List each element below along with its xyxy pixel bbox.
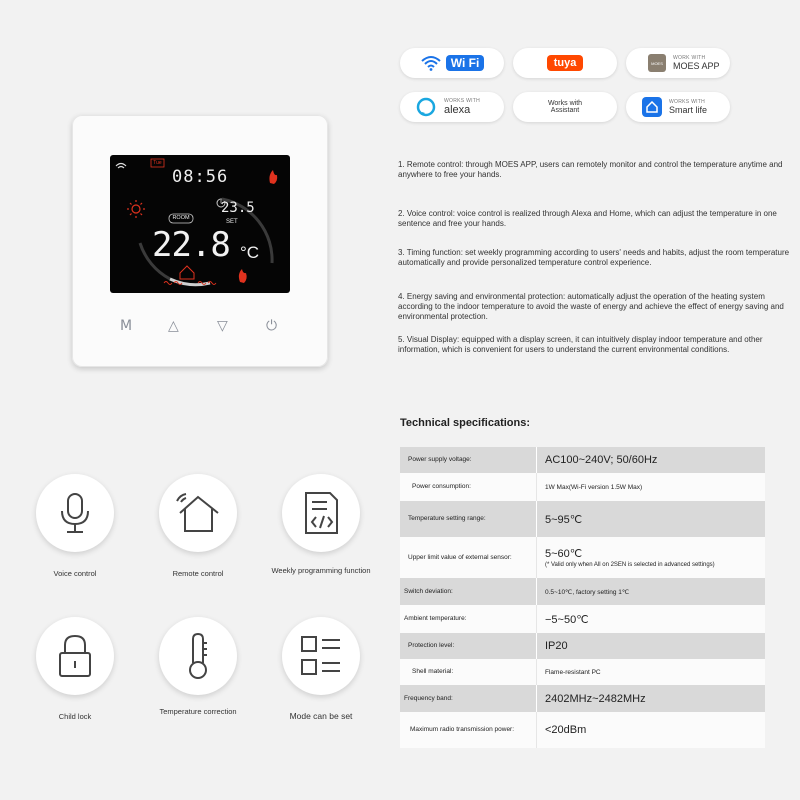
spec-value: Flame-resistant PC [545,668,601,676]
down-button[interactable]: ▽ [217,318,228,334]
wifi-badge [400,48,504,78]
smartlife-badge [626,92,730,122]
alexa-main: alexa [444,104,471,116]
spec-row [400,659,765,685]
spec-value: AC100~240V; 50/60Hz [545,454,658,466]
spec-row [400,712,765,748]
tuya-logo: tuya [547,55,584,71]
spec-value: 5~95℃ [545,513,583,526]
child-lock-circle [36,617,114,695]
mode-grid-icon [299,634,343,678]
moes-main: MOES APP [673,61,720,71]
feature-3: 3. Timing function: set weekly programming according to users' needs and habits, adjust the room temperature automatically and provide personalized temperature control experience. [398,248,790,267]
spec-row [400,685,765,712]
schedule-document-icon [301,490,341,536]
thermometer-icon [183,631,213,681]
assistant-line1: Works with [547,100,583,107]
moes-logo: MOES [648,54,666,72]
set-temp: 23.5 [221,200,255,216]
thermostat-screen [110,155,290,293]
thermostat-device [72,115,328,367]
feature-5: 5. Visual Display: equipped with a display screen, it can intuitively display indoor temperature and other information, which is convenient for users to understand the current environmental conditions. [398,335,763,354]
spec-row [400,605,765,633]
spec-label: Upper limit value of external sensor: [408,553,512,561]
spec-label: Protection level: [408,642,455,649]
smartlife-main: Smart life [669,105,708,115]
spec-label: Power consumption: [412,483,471,490]
spec-label: Maximum radio transmission power: [410,726,515,733]
sun-icon [127,200,145,218]
voice-control-circle [36,474,114,552]
spec-value: 1W Max(Wi-Fi version 1.5W Max) [545,483,643,491]
power-button[interactable]: ⏻ [266,318,278,334]
spec-row [400,633,765,659]
smartlife-icon [642,97,662,117]
microphone-icon [55,491,95,535]
remote-control-circle [159,474,237,552]
day-label: Tue [153,160,162,166]
set-label: SET [226,219,238,225]
moes-small: WORK WITH [673,55,706,61]
spec-label: Switch deviation: [404,587,453,595]
temperature-correction-label: Temperature correction [159,707,237,716]
temperature-correction-circle [159,617,237,695]
room-label: ROOM [172,215,190,221]
smartlife-small: WORKS WITH [669,99,706,105]
alexa-small: WORKS WITH [444,98,481,104]
spec-label: Power supply voltage: [408,456,472,463]
spec-value: 0.5~10℃, factory setting 1℃ [545,588,630,596]
remote-control-label: Remote control [172,569,224,578]
mode-label: Mode can be set [289,711,353,721]
padlock-icon [55,633,95,679]
weekly-programming-circle [282,474,360,552]
screen-wifi-icon [116,164,126,169]
room-temp: 22.8 [152,225,230,265]
wifi-icon [420,55,442,71]
tuya-badge [513,48,617,78]
spec-row [400,473,765,501]
moes-badge [626,48,730,78]
spec-row [400,447,765,473]
weekly-programming-label: Weekly programming function [271,566,371,575]
spec-label: Ambient temperature: [404,615,467,622]
spec-note: (* Valid only when All on 2SEN is selected in advanced settings) [545,562,715,568]
feature-4: 4. Energy saving and environmental protection: automatically adjust the operation of the heating system according to the indoor temperature to avoid the waste of energy and achieve the effect of energy saving and environmental protection. [398,292,784,321]
assistant-badge [513,92,617,122]
spec-label: Frequency band: [404,694,453,702]
voice-control-label: Voice control [53,569,97,578]
temp-unit: °C [240,243,260,262]
house-wifi-icon [174,491,222,535]
spec-row [400,501,765,537]
assistant-line2: Assistant [550,107,580,114]
child-lock-label: Child lock [58,712,92,721]
heating-flame-icon [269,170,277,184]
spec-row [400,537,765,578]
spec-label: Temperature setting range: [408,515,486,522]
feature-2: 2. Voice control: voice control is realized through Alexa and Home, which can adjust the temperature in one sentence and free your hands. [398,209,777,228]
feature-1: 1. Remote control: through MOES APP, users can remotely monitor and control the temperature anytime and anywhere to free your hands. [398,160,783,179]
spec-value: IP20 [545,640,568,652]
wifi-label: Wi Fi [446,55,485,71]
alexa-badge [400,92,504,122]
spec-value: 2402MHz~2482MHz [545,692,646,705]
alexa-icon [416,97,436,117]
spec-value: −5~50℃ [545,613,589,626]
clock-time: 08:56 [172,167,229,187]
spec-row [400,578,765,605]
mode-circle [282,617,360,695]
up-button[interactable]: △ [168,318,179,334]
spec-value: <20dBm [545,724,587,736]
mode-button[interactable]: M [120,318,133,334]
spec-value: 5~60℃ [545,548,583,560]
spec-label: Shell material: [412,668,454,675]
specs-title: Technical specifications: [400,417,531,429]
